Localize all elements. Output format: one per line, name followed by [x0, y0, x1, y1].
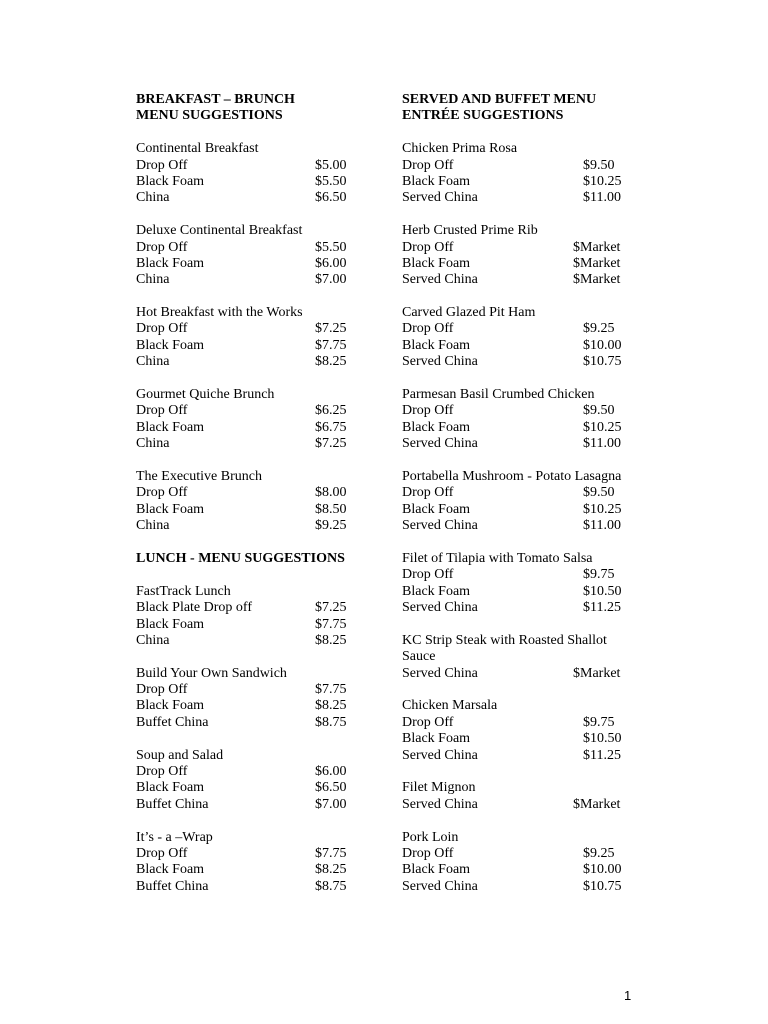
service-label: Served China	[402, 600, 478, 616]
price: $8.00	[315, 485, 347, 501]
service-label: Drop Off	[136, 321, 188, 337]
service-label: Drop Off	[402, 845, 454, 861]
menu-item-title: Deluxe Continental Breakfast	[136, 223, 303, 239]
service-label: Black Foam	[402, 862, 471, 878]
service-label: Drop Off	[402, 157, 454, 173]
service-label: Drop Off	[136, 764, 188, 780]
price: $11.00	[583, 190, 621, 206]
menu-item-title: Chicken Prima Rosa	[402, 141, 518, 157]
service-label: China	[136, 272, 170, 288]
price-row	[136, 174, 366, 190]
price: $7.75	[315, 682, 347, 698]
price-row	[402, 420, 642, 436]
service-label: Black Foam	[136, 501, 205, 517]
service-label: Buffet China	[136, 714, 209, 730]
price-row	[136, 338, 366, 354]
menu-item-title: Carved Glazed Pit Ham	[402, 305, 536, 321]
price: $6.25	[315, 403, 347, 419]
menu-item-title: Hot Breakfast with the Works	[136, 305, 303, 321]
service-label: Black Foam	[136, 862, 205, 878]
price-row	[136, 272, 366, 288]
service-label: Drop Off	[136, 403, 188, 419]
service-label: Black Foam	[136, 173, 205, 189]
price: $10.75	[583, 354, 622, 370]
price-row	[136, 158, 366, 174]
service-label: China	[136, 518, 170, 534]
price-row	[402, 731, 642, 747]
price: $7.25	[315, 436, 347, 452]
service-label: Black Foam	[136, 780, 205, 796]
service-label: Served China	[402, 436, 478, 452]
service-label: Drop Off	[136, 239, 188, 255]
breakfast-heading-line1: BREAKFAST – BRUNCH	[136, 92, 295, 107]
menu-item-title: Filet of Tilapia with Tomato Salsa	[402, 550, 593, 566]
service-label: Served China	[402, 190, 478, 206]
service-label: Black Foam	[136, 419, 205, 435]
price-row	[136, 354, 366, 370]
service-label: Drop Off	[402, 403, 454, 419]
price: $9.50	[583, 403, 615, 419]
menu-item-title-continued: Sauce	[402, 649, 436, 665]
price: $9.75	[583, 567, 615, 583]
price-row	[402, 321, 642, 337]
price-row	[402, 158, 642, 174]
price: $9.50	[583, 157, 615, 173]
service-label: Drop Off	[136, 157, 188, 173]
menu-item-title: The Executive Brunch	[136, 468, 262, 484]
price-row	[136, 518, 366, 534]
service-label: Served China	[402, 354, 478, 370]
right-column	[402, 92, 642, 895]
price-row	[402, 436, 642, 452]
service-label: Buffet China	[136, 878, 209, 894]
price-row	[136, 485, 366, 501]
service-label: Black Foam	[136, 698, 205, 714]
service-label: Buffet China	[136, 796, 209, 812]
price: $10.50	[583, 731, 622, 747]
price: $11.00	[583, 436, 621, 452]
service-label: Served China	[402, 747, 478, 763]
price-row	[136, 633, 366, 649]
service-label: Black Foam	[402, 501, 471, 517]
price: $7.25	[315, 321, 347, 337]
price: $8.75	[315, 878, 347, 894]
price-row	[402, 567, 642, 583]
service-label: Drop Off	[402, 714, 454, 730]
price-row	[136, 797, 366, 813]
price: $8.25	[315, 698, 347, 714]
price-row	[402, 748, 642, 764]
price: $10.25	[583, 173, 622, 189]
price: $5.50	[315, 173, 347, 189]
price: $9.25	[583, 321, 615, 337]
price-row	[402, 797, 642, 813]
price-row	[402, 879, 642, 895]
service-label: Black Foam	[402, 583, 471, 599]
lunch-heading: LUNCH - MENU SUGGESTIONS	[136, 550, 345, 566]
service-label: China	[136, 436, 170, 452]
service-label: Drop Off	[402, 567, 454, 583]
price: $10.25	[583, 419, 622, 435]
menu-item-title: Continental Breakfast	[136, 141, 259, 157]
price: $11.25	[583, 747, 621, 763]
price-row	[402, 240, 642, 256]
service-label: Served China	[402, 272, 478, 288]
price-row	[136, 862, 366, 878]
price-row	[402, 485, 642, 501]
price-row	[136, 321, 366, 337]
menu-item-title: Pork Loin	[402, 829, 459, 845]
price-row	[402, 518, 642, 534]
price: $5.50	[315, 239, 347, 255]
price-row	[402, 846, 642, 862]
price-row	[136, 698, 366, 714]
entree-heading-line1: SERVED AND BUFFET MENU	[402, 92, 597, 107]
menu-item-title: Build Your Own Sandwich	[136, 665, 287, 681]
service-label: Served China	[402, 878, 478, 894]
service-label: China	[136, 354, 170, 370]
price: $8.25	[315, 632, 347, 648]
service-label: Drop Off	[136, 845, 188, 861]
price: $10.75	[583, 878, 622, 894]
service-label: Served China	[402, 665, 478, 681]
price-row	[136, 256, 366, 272]
service-label: Served China	[402, 518, 478, 534]
service-label: Drop Off	[402, 321, 454, 337]
price-row	[136, 600, 366, 616]
price-row	[402, 666, 642, 682]
price-row	[136, 682, 366, 698]
price-row	[136, 879, 366, 895]
price-row	[136, 780, 366, 796]
price: $Market	[573, 255, 621, 271]
menu-item-title: Herb Crusted Prime Rib	[402, 223, 538, 239]
page-number: 1	[624, 988, 632, 1003]
price-row	[402, 584, 642, 600]
price: $5.00	[315, 157, 347, 173]
menu-item-title: Gourmet Quiche Brunch	[136, 387, 275, 403]
price-row	[136, 846, 366, 862]
entree-heading-line2: ENTRÉE SUGGESTIONS	[402, 108, 564, 124]
price-row	[136, 764, 366, 780]
menu-item-title: Parmesan Basil Crumbed Chicken	[402, 387, 595, 403]
price: $7.75	[315, 616, 347, 632]
price: $7.25	[315, 600, 347, 616]
price: $8.25	[315, 862, 347, 878]
menu-item-title: Soup and Salad	[136, 747, 224, 763]
menu-item-title: Filet Mignon	[402, 780, 476, 796]
service-label: China	[136, 190, 170, 206]
service-label: Drop Off	[136, 485, 188, 501]
price: $10.00	[583, 337, 622, 353]
service-label: China	[136, 632, 170, 648]
service-label: Black Foam	[136, 337, 205, 353]
price-row	[136, 715, 366, 731]
menu-item-title: Chicken Marsala	[402, 698, 498, 714]
price: $11.25	[583, 600, 621, 616]
left-column	[136, 92, 366, 895]
breakfast-heading-line2: MENU SUGGESTIONS	[136, 108, 283, 124]
price: $6.00	[315, 764, 347, 780]
price: $11.00	[583, 518, 621, 534]
service-label: Black Foam	[402, 255, 471, 271]
price: $9.25	[583, 845, 615, 861]
price-row	[402, 256, 642, 272]
price: $Market	[573, 796, 621, 812]
service-label: Drop Off	[402, 485, 454, 501]
service-label: Black Foam	[402, 419, 471, 435]
service-label: Black Foam	[402, 337, 471, 353]
price-row	[402, 338, 642, 354]
price: $6.50	[315, 780, 347, 796]
price: $10.25	[583, 501, 622, 517]
service-label: Black Foam	[136, 255, 205, 271]
menu-item-title: It’s - a –Wrap	[136, 829, 213, 845]
service-label: Black Foam	[402, 731, 471, 747]
menu-item-title: Portabella Mushroom - Potato Lasagna	[402, 468, 622, 484]
price-row	[136, 436, 366, 452]
price: $9.50	[583, 485, 615, 501]
price-row	[136, 190, 366, 206]
price: $10.00	[583, 862, 622, 878]
price: $Market	[573, 665, 621, 681]
price-row	[402, 190, 642, 206]
menu-item-title: FastTrack Lunch	[136, 583, 231, 599]
price-row	[136, 240, 366, 256]
service-label: Drop Off	[402, 239, 454, 255]
price: $7.00	[315, 796, 347, 812]
price: $6.75	[315, 419, 347, 435]
price: $6.00	[315, 255, 347, 271]
price: $9.75	[583, 714, 615, 730]
price-row	[402, 272, 642, 288]
price: $8.50	[315, 501, 347, 517]
price: $Market	[573, 239, 621, 255]
price-row	[136, 403, 366, 419]
price: $8.25	[315, 354, 347, 370]
price-row	[402, 354, 642, 370]
price-row	[136, 617, 366, 633]
price: $7.75	[315, 845, 347, 861]
price: $9.25	[315, 518, 347, 534]
service-label: Black Foam	[136, 616, 205, 632]
price-row	[402, 502, 642, 518]
price-row	[402, 174, 642, 190]
service-label: Served China	[402, 796, 478, 812]
service-label: Drop Off	[136, 682, 188, 698]
price: $6.50	[315, 190, 347, 206]
price: $7.75	[315, 337, 347, 353]
service-label: Black Plate Drop off	[136, 600, 252, 616]
price-row	[402, 600, 642, 616]
price-row	[402, 715, 642, 731]
price-row	[402, 862, 642, 878]
price-row	[136, 502, 366, 518]
price: $7.00	[315, 272, 347, 288]
price: $8.75	[315, 714, 347, 730]
price: $10.50	[583, 583, 622, 599]
service-label: Black Foam	[402, 173, 471, 189]
menu-item-title: KC Strip Steak with Roasted Shallot	[402, 632, 607, 648]
price-row	[136, 420, 366, 436]
price: $Market	[573, 272, 621, 288]
price-row	[402, 403, 642, 419]
